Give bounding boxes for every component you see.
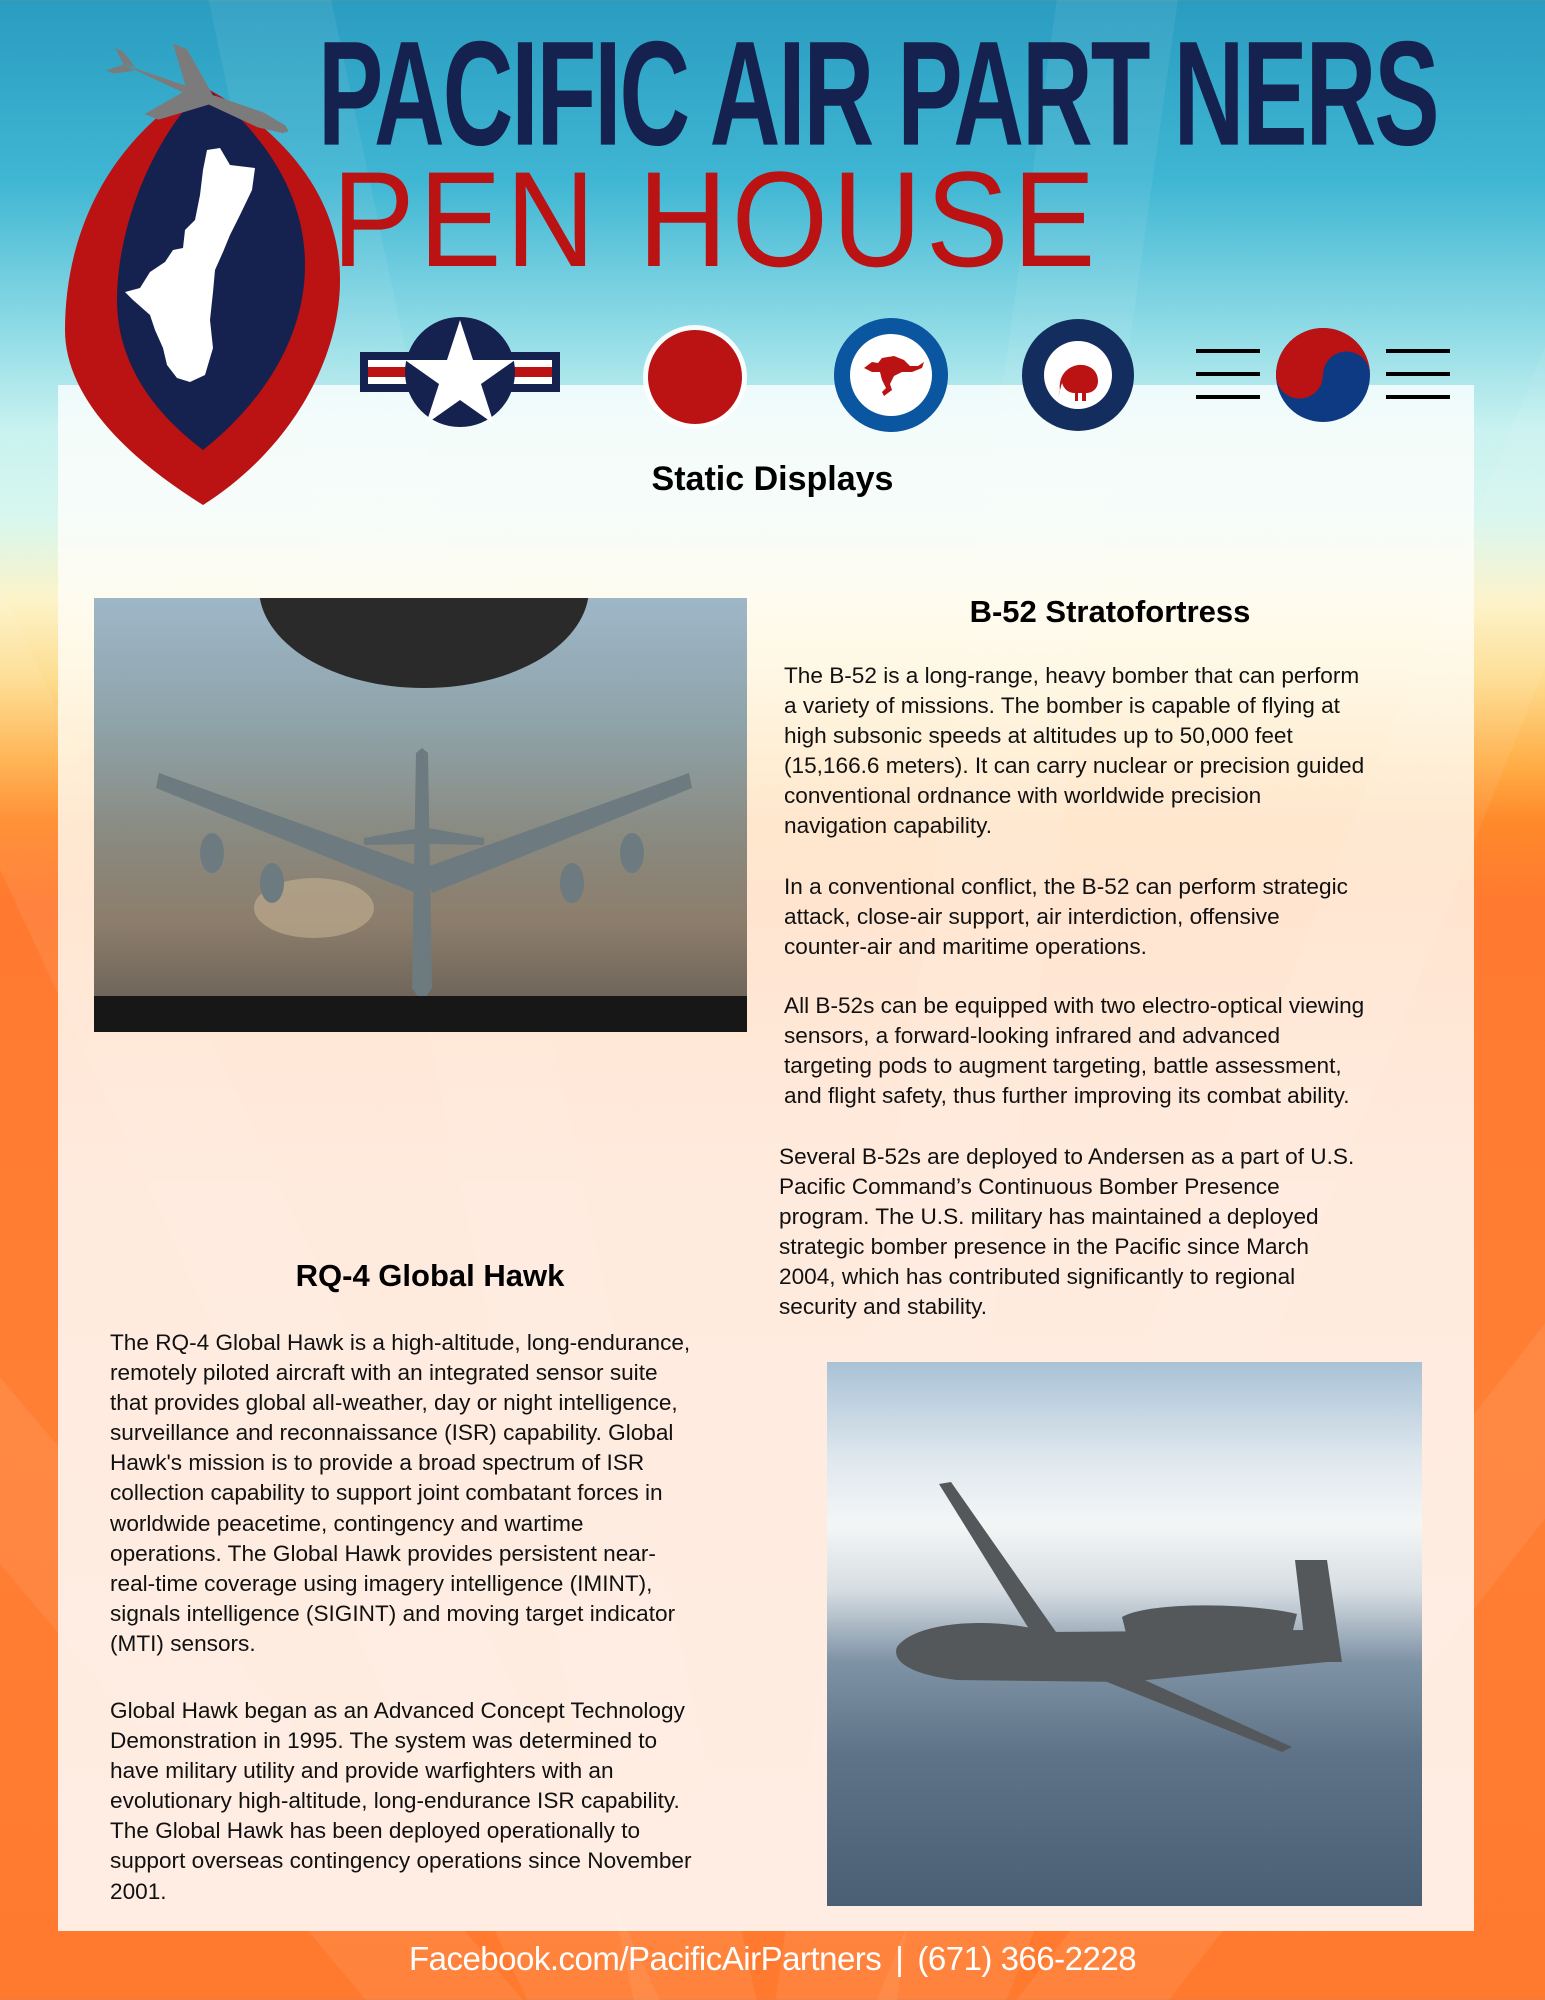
section-title-static-displays: Static Displays [651, 460, 894, 498]
text-line: Global Hawk began as an Advanced Concept Technology [110, 1698, 685, 1723]
text-line: worldwide peacetime, contingency and wartime [110, 1510, 584, 1536]
text-line: Pacific Command’s Continuous Bomber Presence [779, 1174, 1280, 1200]
text-line: remotely piloted aircraft with an integrated sensor suite [110, 1360, 658, 1386]
b52-paragraph-2 [784, 872, 1348, 962]
text-line: operations. The Global Hawk provides persistent near- [110, 1540, 656, 1566]
text-line: program. The U.S. military has maintained a deployed [779, 1204, 1319, 1230]
title-open-house: PEN HOUSE [332, 144, 1100, 296]
japan-roundel-icon [640, 322, 750, 432]
text-line: The B-52 is a long-range, heavy bomber that can perform [784, 663, 1360, 688]
text-line: support overseas contingency operations since November [110, 1848, 692, 1874]
text-line: The Global Hawk has been deployed operationally to [110, 1818, 641, 1844]
text-line: surveillance and reconnaissance (ISR) capability. Global [110, 1420, 674, 1446]
text-line: Several B-52s are deployed to Andersen as a part of U.S. [779, 1144, 1355, 1169]
text-line: high subsonic speeds at altitudes up to 50,000 feet [784, 723, 1293, 749]
text-line: In a conventional conflict, the B-52 can perform strategic [784, 874, 1348, 899]
footer-contact [0, 1940, 1545, 1978]
rq4-heading: RQ-4 Global Hawk [295, 1258, 565, 1293]
usaf-roundel-icon [360, 310, 560, 440]
b52-paragraph-4 [779, 1142, 1354, 1323]
text-line: Demonstration in 1995. The system was determined to [110, 1728, 658, 1754]
b52-heading: B-52 Stratofortress [969, 594, 1251, 629]
b52-paragraph-1 [784, 661, 1364, 842]
text-line: navigation capability. [784, 813, 993, 839]
text-line: The RQ-4 Global Hawk is a high-altitude, long-endurance, [110, 1330, 691, 1355]
rok-taegeuk-roundel-icon [1196, 316, 1452, 434]
text-line: targeting pods to augment targeting, battle assessment, [784, 1053, 1342, 1079]
raaf-kangaroo-roundel-icon [832, 316, 950, 434]
text-line: attack, close-air support, air interdiction, offensive [784, 904, 1280, 930]
text-line: that provides global all-weather, day or night intelligence, [110, 1390, 678, 1416]
text-line: sensors, a forward-looking infrared and advanced [784, 1023, 1281, 1049]
text-line: (MTI) sensors. [110, 1630, 256, 1656]
text-line: real-time coverage using imagery intelligence (IMINT), [110, 1570, 653, 1596]
text-line: evolutionary high-altitude, long-endurance ISR capability. [110, 1788, 680, 1814]
pacific-air-partners-logo [55, 30, 355, 510]
footer-separator: | [895, 1940, 904, 1977]
text-line: conventional ordnance with worldwide precision [784, 783, 1262, 809]
rq4-paragraph-2 [110, 1696, 691, 1907]
text-line: Hawk's mission is to provide a broad spectrum of ISR [110, 1450, 645, 1476]
text-line: a variety of missions. The bomber is capable of flying at [784, 693, 1340, 719]
title-pacific-air-partners: PACIFIC AIR PART NERS [318, 11, 1438, 178]
text-line: signals intelligence (SIGINT) and moving target indicator [110, 1600, 676, 1626]
text-line: counter-air and maritime operations. [784, 934, 1147, 960]
text-line: collection capability to support joint combatant forces in [110, 1480, 663, 1506]
text-line: security and stability. [779, 1294, 988, 1320]
text-line: have military utility and provide warfighters with an [110, 1758, 614, 1784]
phone-number[interactable]: (671) 366-2228 [917, 1940, 1137, 1977]
text-line: (15,166.6 meters). It can carry nuclear or precision guided [784, 753, 1365, 779]
global-hawk-photo [827, 1362, 1422, 1906]
rq4-paragraph-1 [110, 1328, 690, 1659]
b52-photo [94, 598, 747, 1032]
text-line: 2004, which has contributed significantly to regional [779, 1264, 1296, 1290]
text-line: strategic bomber presence in the Pacific since March [779, 1234, 1309, 1260]
facebook-link[interactable]: Facebook.com/PacificAirPartners [408, 1940, 882, 1977]
rnzaf-kiwi-roundel-icon [1020, 317, 1136, 433]
text-line: All B-52s can be equipped with two electro-optical viewing [784, 993, 1365, 1018]
text-line: 2001. [110, 1878, 167, 1904]
b52-paragraph-3 [784, 991, 1364, 1111]
text-line: and flight safety, thus further improving its combat ability. [784, 1083, 1350, 1109]
